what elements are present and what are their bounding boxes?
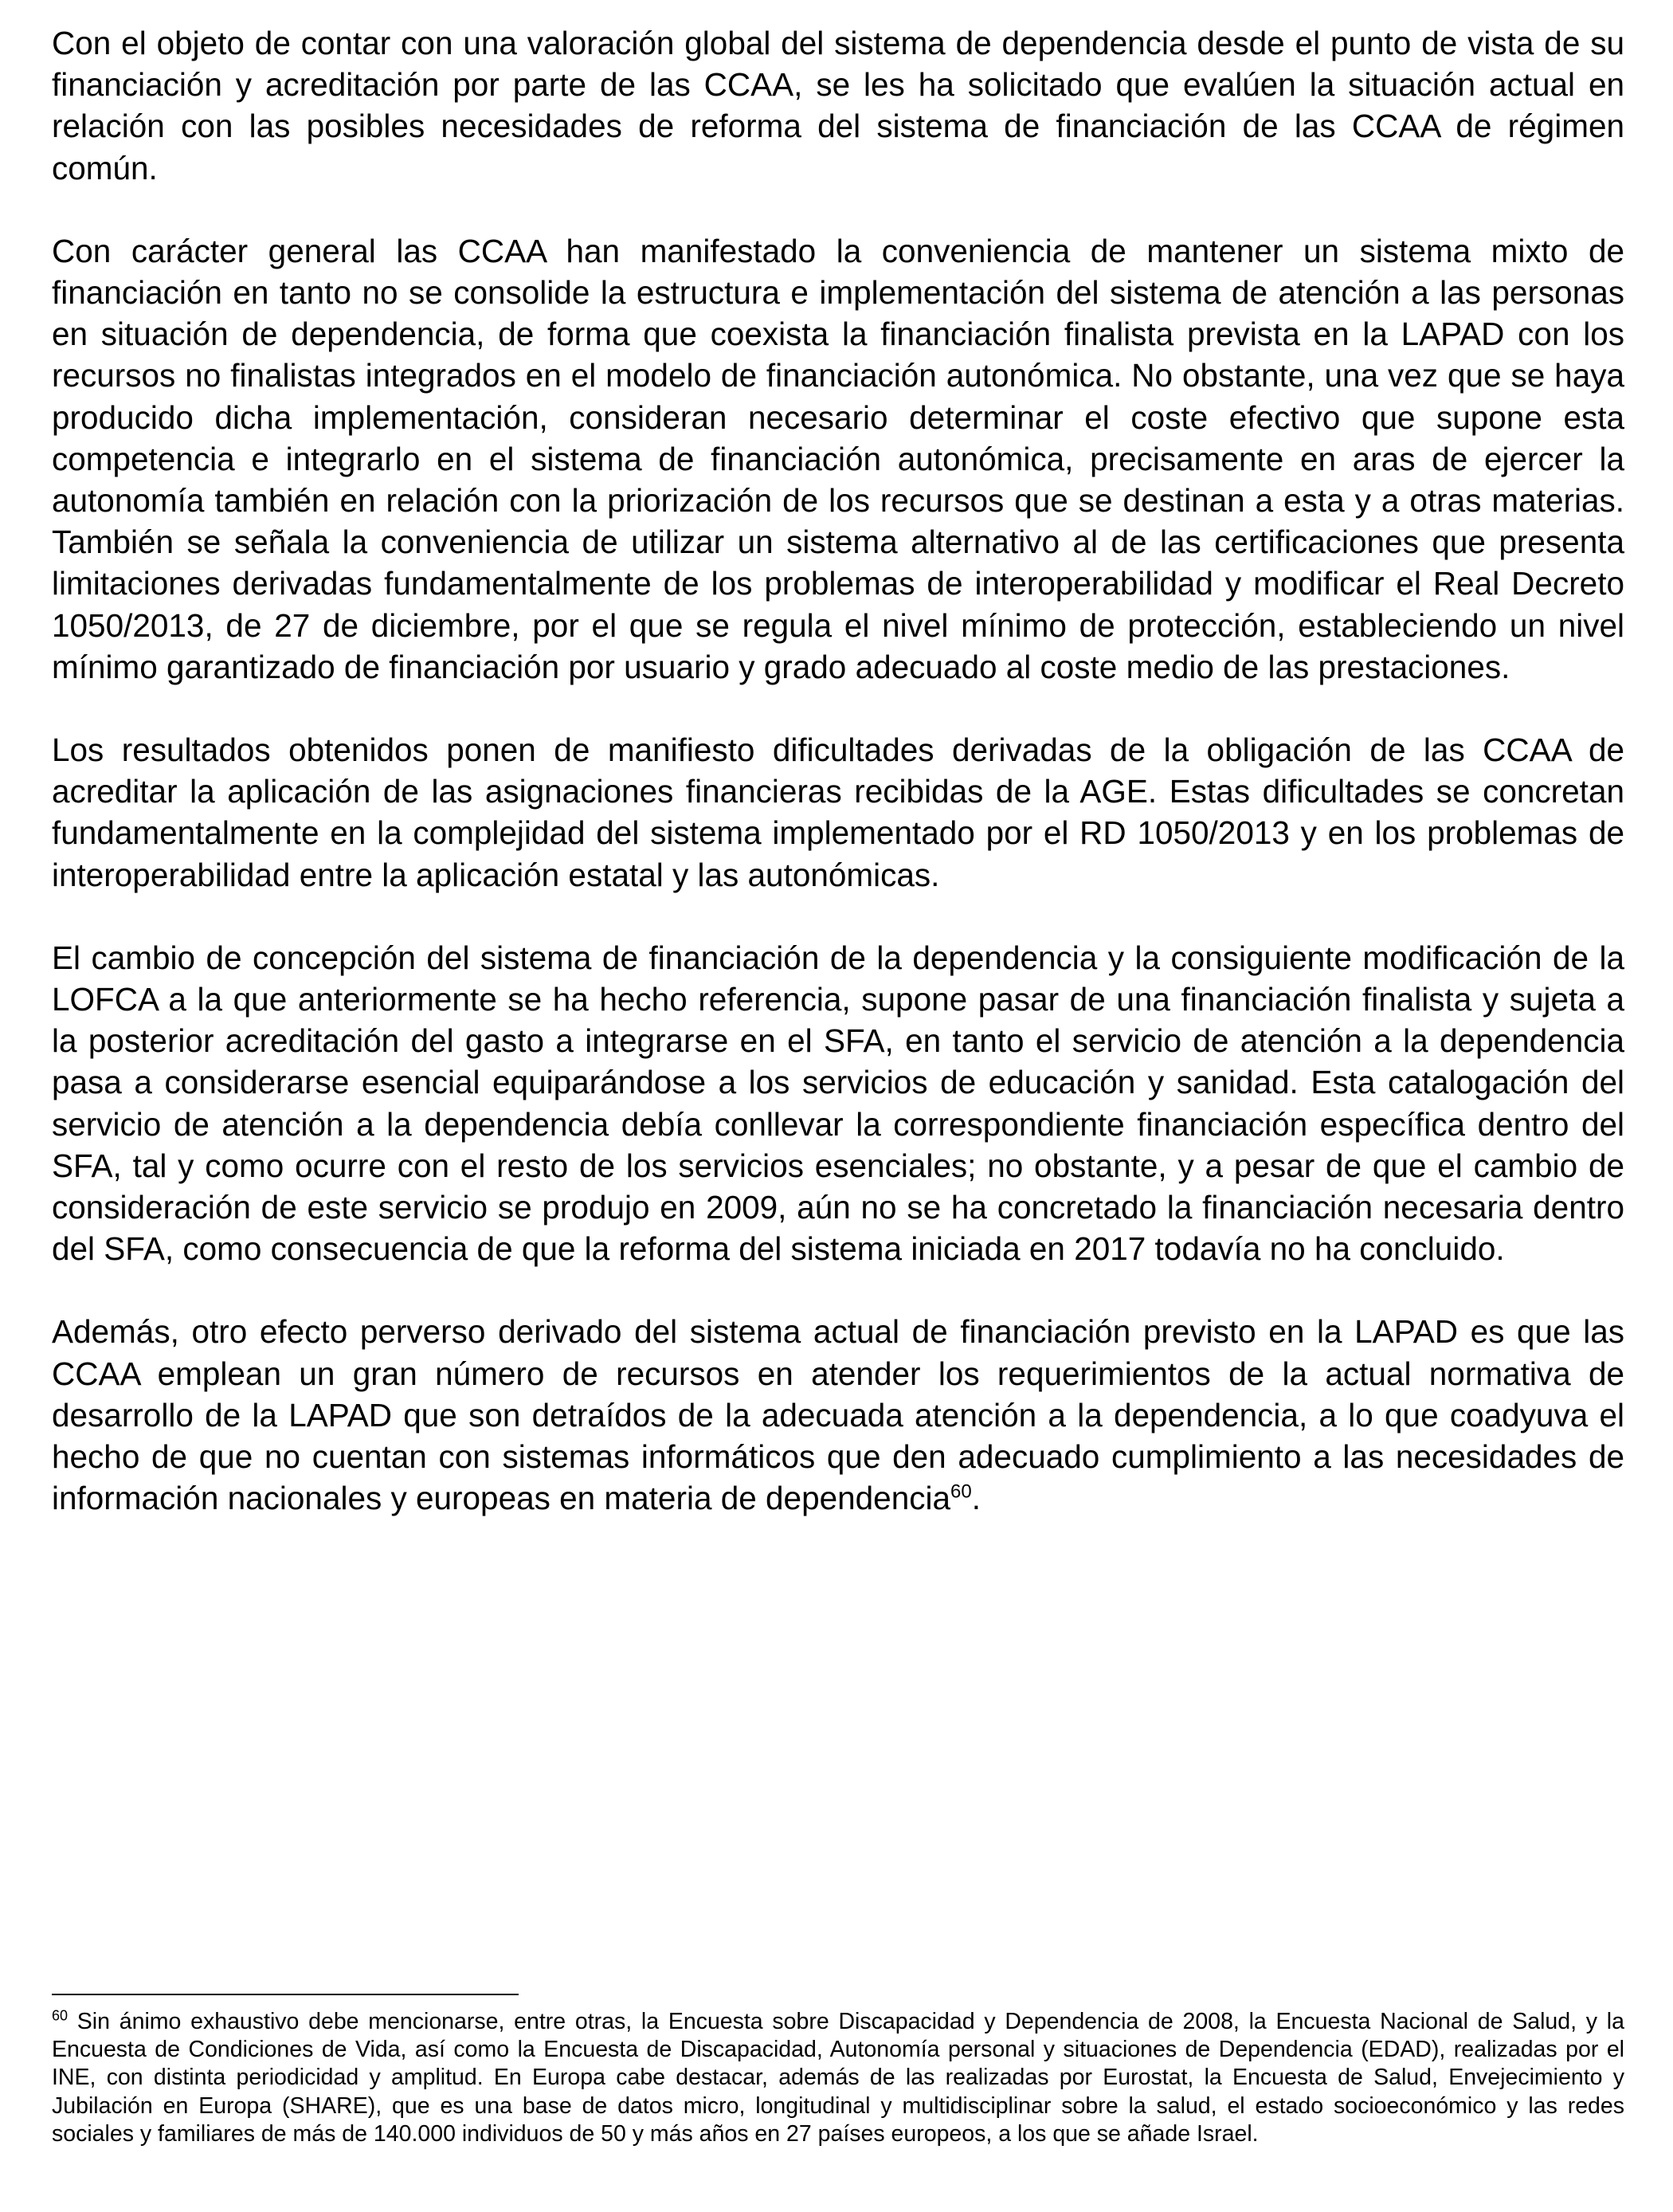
paragraph-5-text: Además, otro efecto perverso derivado del sistema actual de financiación previsto en la LAPAD es que las CCAA emplean un gran número de recursos en atender los requerimientos de la actual normativa de desarrollo de la LAPAD que son detraídos de la adecuada atención a la dependencia, a lo que coadyuva el hecho de que no cuentan con sistemas informáticos que den adecuado cumplimiento a las necesidades de información nacionales y europeas en materia de dependencia (52, 1313, 1624, 1517)
paragraph-4: El cambio de concepción del sistema de financiación de la dependencia y la consiguiente modificación de la LOFCA a la que anteriormente se ha hecho referencia, supone pasar de una financiación finalista y sujeta a la posterior acreditación del gasto a integrarse en el SFA, en tanto el servicio de atención a la dependencia pasa a considerarse esencial equiparándose a los servicios de educación y sanidad. Esta catalogación del servicio de atención a la dependencia debía conllevar la correspondiente financiación específica dentro del SFA, tal y como ocurre con el resto de los servicios esenciales; no obstante, y a pesar de que el cambio de consideración de este servicio se produjo en 2009, aún no se ha concretado la financiación necesaria dentro del SFA, como consecuencia de que la reforma del sistema iniciada en 2017 todavía no ha concluido. (52, 939, 1624, 1268)
paragraph-2: Con carácter general las CCAA han manifestado la conveniencia de mantener un sistema mixto de financiación en tanto no se consolide la estructura e implementación del sistema de atención a las personas en situación de dependencia, de forma que coexista la financiación finalista prevista en la LAPAD con los recursos no finalistas integrados en el modelo de financiación autonómica. No obstante, una vez que se haya producido dicha implementación, consideran necesario determinar el coste efectivo que supone esta competencia e integrarlo en el sistema de financiación autonómica, precisamente en aras de ejercer la autonomía también en relación con la priorización de los recursos que se destinan a esta y a otras materias. También se señala la conveniencia de utilizar un sistema alternativo al de las certificaciones que presenta limitaciones derivadas fundamentalmente de los problemas de interoperabilidad y modificar el Real Decreto 1050/2013, de 27 de diciembre, por el que se regula el nivel mínimo de protección, estableciendo un nivel mínimo garantizado de financiación por usuario y grado adecuado al coste medio de las prestaciones. (52, 232, 1624, 685)
footnote-separator (52, 1994, 519, 1995)
paragraph-5 (52, 1311, 1624, 1519)
paragraph-5-end: . (971, 1480, 981, 1517)
paragraph-3: Los resultados obtenidos ponen de manifiesto dificultades derivadas de la obligación de las CCAA de acreditar la aplicación de las asignaciones financieras recibidas de la AGE. Estas dificultades se concretan fundamentalmente en la complejidad del sistema implementado por el RD 1050/2013 y en los problemas de interoperabilidad entre la aplicación estatal y las autonómicas. (52, 731, 1624, 893)
document-body (52, 22, 1624, 1561)
paragraph-1: Con el objeto de contar con una valoración global del sistema de dependencia desde el punto de vista de su financiación y acreditación por parte de las CCAA, se les ha solicitado que evalúen la situación actual en relación con las posibles necesidades de reforma del sistema de financiación de las CCAA de régimen común. (52, 25, 1624, 186)
footnote-text: Sin ánimo exhaustivo debe mencionarse, entre otras, la Encuesta sobre Discapacidad y Dependencia de 2008, la Encuesta Nacional de Salud, y la Encuesta de Condiciones de Vida, así como la Encuesta de Discapacidad, Autonomía personal y situaciones de Dependencia (EDAD), realizadas por el INE, con distinta periodicidad y amplitud. En Europa cabe destacar, además de las realizadas por Eurostat, la Encuesta de Salud, Envejecimiento y Jubilación en Europa (SHARE), que es una base de datos micro, longitudinal y multidisciplinar sobre la salud, el estado socioeconómico y las redes sociales y familiares de más de 140.000 individuos de 50 y más años en 27 países europeos, a los que se añade Israel. (52, 2009, 1624, 2147)
footnote-reference[interactable]: 60 (950, 1481, 972, 1503)
footnote (52, 2008, 1624, 2148)
footnote-number: 60 (52, 2007, 69, 2024)
